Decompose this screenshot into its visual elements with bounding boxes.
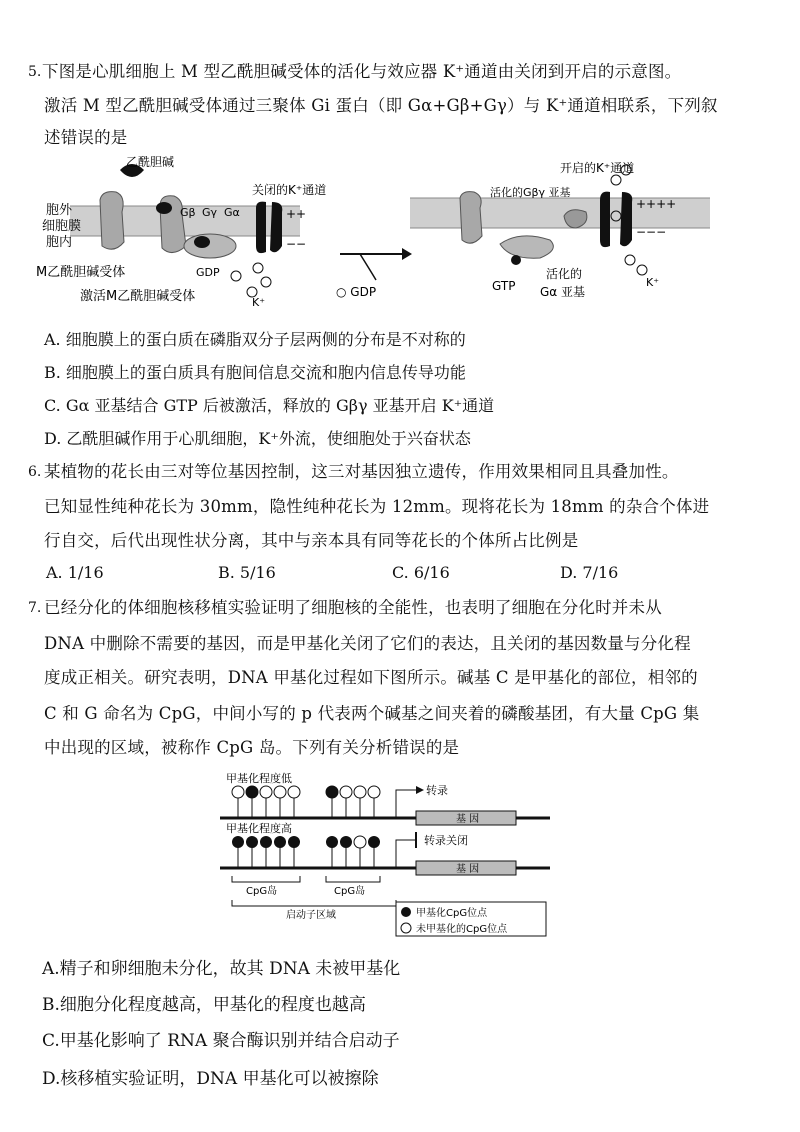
- q7-stem-line-1: 已经分化的体细胞核移植实验证明了细胞核的全能性，也表明了细胞在分化时并未从: [44, 598, 662, 617]
- high-methylation-label: 甲基化程度高: [226, 822, 292, 835]
- transcription-off-label: 转录关闭: [424, 834, 468, 847]
- open-channel-left-half: [600, 192, 610, 247]
- m-receptor-shape: [100, 192, 124, 250]
- right-minus-charges: −−−: [636, 225, 667, 239]
- activated-gby-label: 活化的Gβγ 亚基: [490, 186, 571, 199]
- q5-stem-line-2: 激活 M 型乙酰胆碱受体通过三聚体 Gi 蛋白（即 Gα+Gβ+Gγ）与 K⁺通道相联系，下列叙: [44, 96, 718, 115]
- activated-m-receptor-label: 激活M乙酰胆碱受体: [80, 289, 196, 304]
- q7-option-c[interactable]: C.甲基化影响了 RNA 聚合酶识别并结合启动子: [42, 1031, 400, 1051]
- low-methylation-label: 甲基化程度低: [226, 772, 292, 785]
- k-ion-icon: [231, 271, 241, 281]
- active-receptor-right-shape: [460, 192, 482, 244]
- q5-stem-line-3: 述错误的是: [44, 128, 128, 147]
- q7-stem-line-4: C 和 G 命名为 CpG，中间小写的 p 代表两个碱基之间夹着的磷酸基团，有大量 CpG 集: [44, 704, 700, 723]
- q5-stem-line-1: 下图是心肌细胞上 M 型乙酰胆碱受体的活化与效应器 K⁺通道由关闭到开启的示意图。: [42, 62, 682, 81]
- q6-option-c[interactable]: C. 6/16: [392, 563, 450, 582]
- gdp-bound-icon: [194, 236, 210, 248]
- q5-number: 5.: [28, 64, 42, 80]
- activated-ga-label-1: 活化的: [546, 267, 583, 281]
- q6-number: 6.: [28, 464, 42, 480]
- q7-stem-line-3: 度成正相关。研究表明，DNA 甲基化过程如下图所示。碱基 C 是甲基化的部位，相邻的: [44, 668, 698, 687]
- q5-option-d[interactable]: D. 乙酰胆碱作用于心肌细胞，K⁺外流，使细胞处于兴奋状态: [44, 429, 471, 448]
- q6-stem-line-2: 已知显性纯种花长为 30mm，隐性纯种花长为 12mm。现将花长为 18mm 的杂合个体进: [44, 497, 710, 516]
- closed-channel-left-half: [256, 202, 266, 254]
- g-alpha-label: Gα: [224, 206, 240, 219]
- bound-acetylcholine-icon: [156, 202, 172, 214]
- gene-label-top: 基 因: [456, 814, 480, 825]
- cpg-island-label-1: CpG岛: [246, 886, 278, 897]
- q6-stem-line-1: 某植物的花长由三对等位基因控制，这三对基因独立遗传，作用效果相同且具叠加性。: [44, 462, 679, 481]
- q6-stem-line-3: 行自交，后代出现性状分离，其中与亲本具有同等花长的个体所占比例是: [44, 531, 579, 550]
- q7-figure: [220, 768, 560, 938]
- q7-number: 7.: [28, 600, 42, 616]
- q6-option-b[interactable]: B. 5/16: [218, 563, 276, 582]
- k-ion-icon: [611, 175, 621, 185]
- extracellular-label: 胞外: [46, 203, 73, 218]
- q6-option-a[interactable]: A. 1/16: [46, 563, 104, 582]
- transcription-arrow-head-icon: [416, 786, 424, 794]
- k-ion-icon: [261, 277, 271, 287]
- legend-unmethylated-icon: [401, 923, 411, 933]
- activated-ga-label-2: Gα 亚基: [540, 285, 586, 299]
- open-k-channel-label: 开启的K⁺通道: [560, 161, 635, 175]
- q6-option-d[interactable]: D. 7/16: [560, 563, 619, 582]
- gtp-label: GTP: [492, 279, 516, 293]
- legend-unmethylated-label: 未甲基化的CpG位点: [416, 924, 508, 935]
- transcription-off-marker: [396, 840, 416, 868]
- cpg-island-bracket-2: [326, 876, 380, 882]
- q7-option-b[interactable]: B.细胞分化程度越高，甲基化的程度也越高: [42, 995, 366, 1015]
- promoter-region-label: 启动子区域: [286, 910, 336, 921]
- g-protein-trimer-shape: [184, 234, 236, 258]
- intracellular-label: 胞内: [46, 235, 73, 250]
- legend-methylated-label: 甲基化CpG位点: [416, 908, 488, 919]
- cpg-sites-bottom: [232, 836, 380, 868]
- q7-stem-line-5: 中出现的区域，被称作 CpG 岛。下列有关分析错误的是: [44, 738, 460, 757]
- q7-option-a[interactable]: A.精子和卵细胞未分化，故其 DNA 未被甲基化: [42, 959, 401, 979]
- cpg-island-bracket-1: [232, 876, 300, 882]
- m-receptor-label: M乙酰胆碱受体: [36, 265, 126, 280]
- released-gdp-label: ○ GDP: [336, 285, 377, 299]
- g-gamma-label: Gγ: [202, 206, 218, 219]
- q5-option-c[interactable]: C. Gα 亚基结合 GTP 后被激活，释放的 Gβγ 亚基开启 K⁺通道: [44, 396, 495, 415]
- gene-label-bottom: 基 因: [456, 864, 480, 875]
- k-ion-label: K⁺: [252, 296, 266, 309]
- acetylcholine-label: 乙酰胆碱: [126, 155, 175, 169]
- closed-k-channel-label: 关闭的K⁺通道: [252, 183, 327, 197]
- cpg-island-label-2: CpG岛: [334, 886, 366, 897]
- k-ion-label-right: K⁺: [646, 276, 660, 289]
- membrane-label: 细胞膜: [42, 219, 82, 234]
- legend-methylated-icon: [401, 907, 411, 917]
- activated-g-alpha-shape: [500, 236, 553, 258]
- g-beta-label: Gβ: [180, 206, 196, 219]
- cpg-sites-top: [232, 786, 380, 818]
- q5-option-a[interactable]: A. 细胞膜上的蛋白质在磷脂双分子层两侧的分布是不对称的: [44, 330, 466, 349]
- closed-channel-right-half: [270, 202, 282, 252]
- gtp-bound-icon: [511, 255, 521, 265]
- transcription-label: 转录: [426, 784, 448, 797]
- k-ion-icon: [625, 255, 635, 265]
- gdp-label: GDP: [196, 266, 220, 279]
- k-ion-icon: [637, 265, 647, 275]
- left-plus-charges: ++: [286, 207, 307, 221]
- gdp-release-arrow: [360, 254, 376, 280]
- open-channel-right-half: [620, 192, 632, 246]
- k-ion-icon: [253, 263, 263, 273]
- q5-option-b[interactable]: B. 细胞膜上的蛋白质具有胞间信息交流和胞内信息传导功能: [44, 363, 466, 382]
- q7-option-d[interactable]: D.核移植实验证明，DNA 甲基化可以被擦除: [42, 1069, 379, 1089]
- process-arrow-head-icon: [402, 248, 412, 260]
- promoter-region-bracket: [232, 900, 396, 906]
- q5-figure: [30, 150, 730, 310]
- q7-stem-line-2: DNA 中删除不需要的基因，而是甲基化关闭了它们的表达，且关闭的基因数量与分化程: [44, 634, 691, 653]
- right-plus-charges: ++++: [636, 197, 677, 211]
- left-minus-charges: −−: [286, 237, 307, 251]
